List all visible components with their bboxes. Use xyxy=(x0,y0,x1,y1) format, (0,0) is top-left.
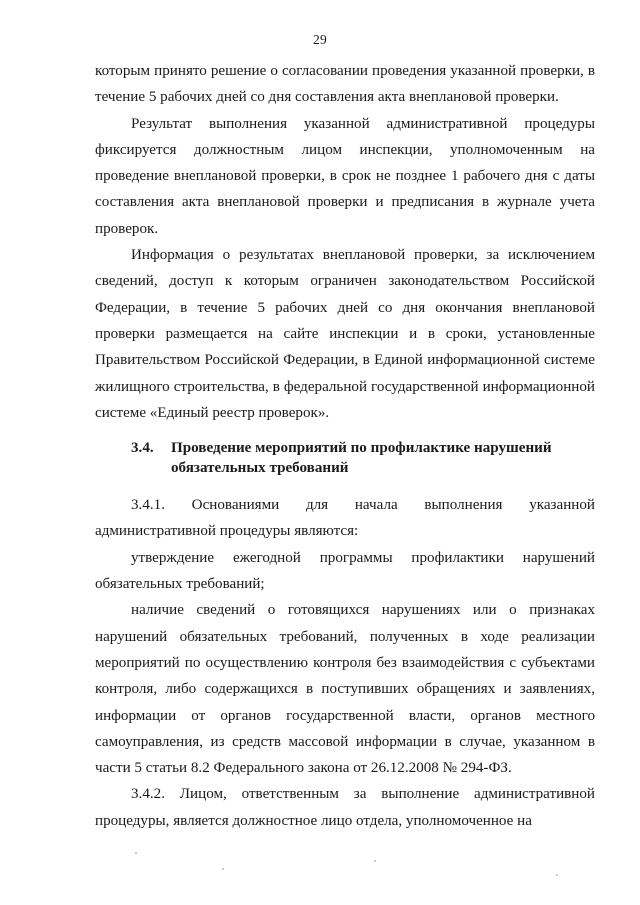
page-number: 29 xyxy=(312,32,328,47)
scan-speck xyxy=(135,852,137,854)
paragraph-responsible: 3.4.2. Лицом, ответственным за выполнение административной процедуры, является должностное лицо отдела, уполномоченное на xyxy=(95,786,595,829)
paragraph-violations: наличие сведений о готовящихся нарушениях или о признаках нарушений обязательных требований, полученных в ходе реализации мероприятий по осуществлению контроля без взаимодействия с субъектами контроля, либо содержащихся в поступивших обращениях и заявлениях, информации от органов государственной власти, органов местного самоуправления, из средств массовой информации в случае, указанном в части 5 статьи 8.2 Федерального закона от 26.12.2008 № 294-ФЗ. xyxy=(95,602,595,777)
section-number: 3.4. xyxy=(131,440,154,457)
scan-speck xyxy=(374,860,376,862)
paragraph-grounds: 3.4.1. Основаниями для начала выполнения указанной административной процедуры являются: xyxy=(95,497,595,540)
section-heading xyxy=(95,438,595,478)
document-body xyxy=(95,58,595,834)
paragraph-information: Информация о результатах внеплановой проверки, за исключением сведений, доступ к которым ограничен законодательством Российской Федерации, в течение 5 рабочих дней со дня окончания внеплановой проверки размещается на сайте инспекции и в сроки, установленные Правительством Российской Федерации, в Единой информационной системе жилищного строительства, в федеральной государственной информационной системе «Единый реестр проверок». xyxy=(95,247,595,421)
paragraph-program: утверждение ежегодной программы профилактики нарушений обязательных требований; xyxy=(95,549,595,593)
section-title: Проведение мероприятий по профилактике нарушений обязательных требований xyxy=(171,440,552,477)
paragraph-result: Результат выполнения указанной административной процедуры фиксируется должностным лицом инспекции, уполномоченным на проведение внеплановой проверки, в срок не позднее 1 рабочего дня с даты составления акта внеплановой проверки и предписания в журнале учета проверок. xyxy=(95,115,595,237)
scan-speck xyxy=(222,868,224,870)
scan-speck xyxy=(556,874,558,876)
paragraph-continuation: которым принято решение о согласовании проведения указанной проверки, в течение 5 рабочих дней со дня составления акта внеплановой проверки. xyxy=(95,63,595,106)
